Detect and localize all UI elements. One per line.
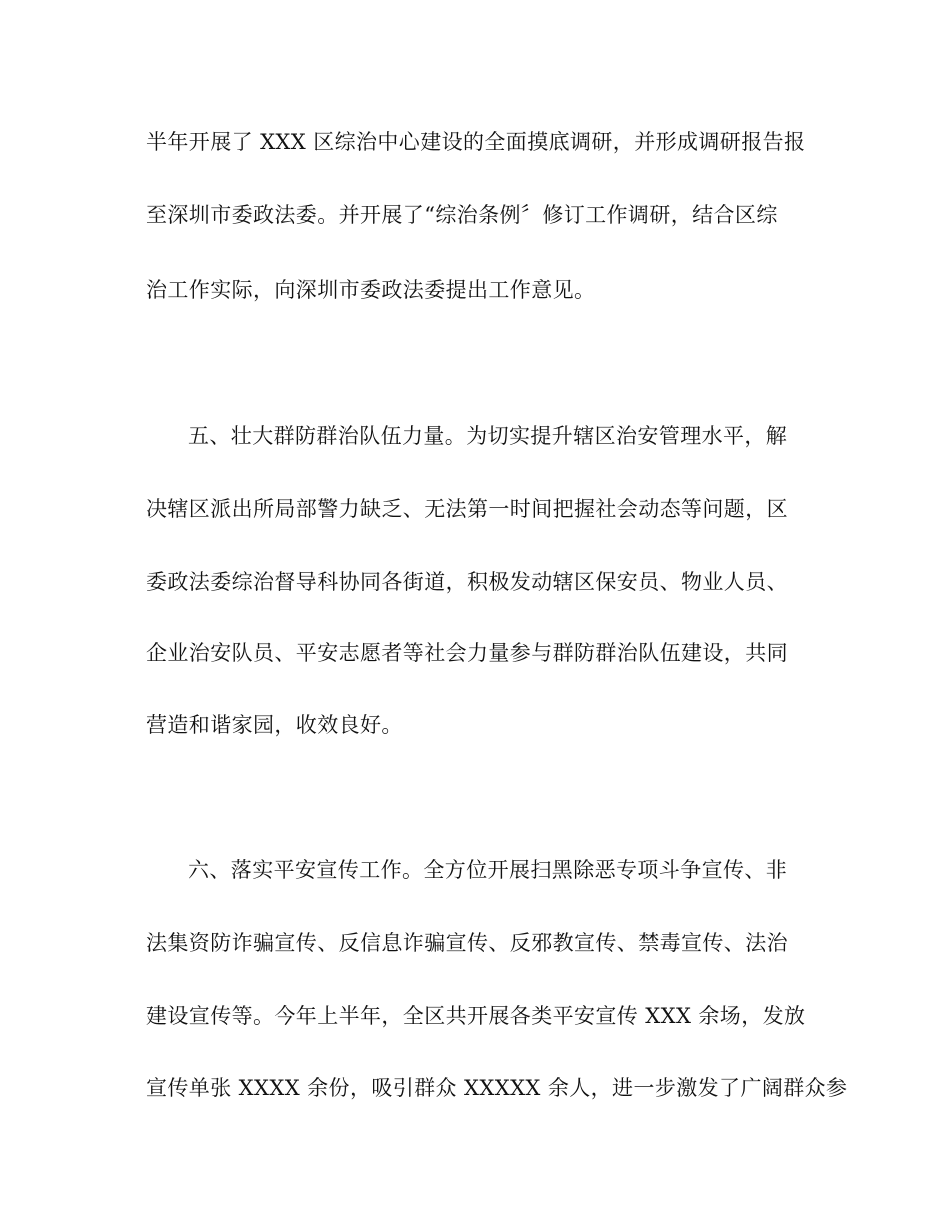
text-line-10: 法集资防诈骗宣传、反信息诈骗宣传、反邪教宣传、禁毒宣传、法治 <box>146 931 788 955</box>
text-line-7: 企业治安队员、平安志愿者等社会力量参与群防群治队伍建设，共同 <box>146 641 788 665</box>
text-line-9: 六、落实平安宣传工作。全方位开展扫黑除恶专项斗争宣传、非 <box>188 858 788 882</box>
text-line-8: 营造和谐家园，收效良好。 <box>146 713 403 737</box>
text-line-6: 委政法委综治督导科协同各街道，积极发动辖区保安员、物业人员、 <box>146 570 788 594</box>
text-line-4: 五、壮大群防群治队伍力量。为切实提升辖区治安管理水平，解 <box>188 424 788 448</box>
text-line-5: 决辖区派出所局部警力缺乏、无法第一时间把握社会动态等问题，区 <box>146 497 788 521</box>
text-line-1: 半年开展了 XXX 区综治中心建设的全面摸底调研，并形成调研报告报 <box>146 130 806 154</box>
text-line-12: 宣传单张 XXXX 余份，吸引群众 XXXXX 余人，进一步激发了广阔群众参 <box>146 1076 848 1100</box>
text-line-2: 至深圳市委政法委。并开展了“综治条例〞修订工作调研，结合区综 <box>146 203 778 227</box>
text-line-11: 建设宣传等。今年上半年，全区共开展各类平安宣传 XXX 余场，发放 <box>146 1004 806 1028</box>
text-line-3: 治工作实际，向深圳市委政法委提出工作意见。 <box>146 278 596 302</box>
